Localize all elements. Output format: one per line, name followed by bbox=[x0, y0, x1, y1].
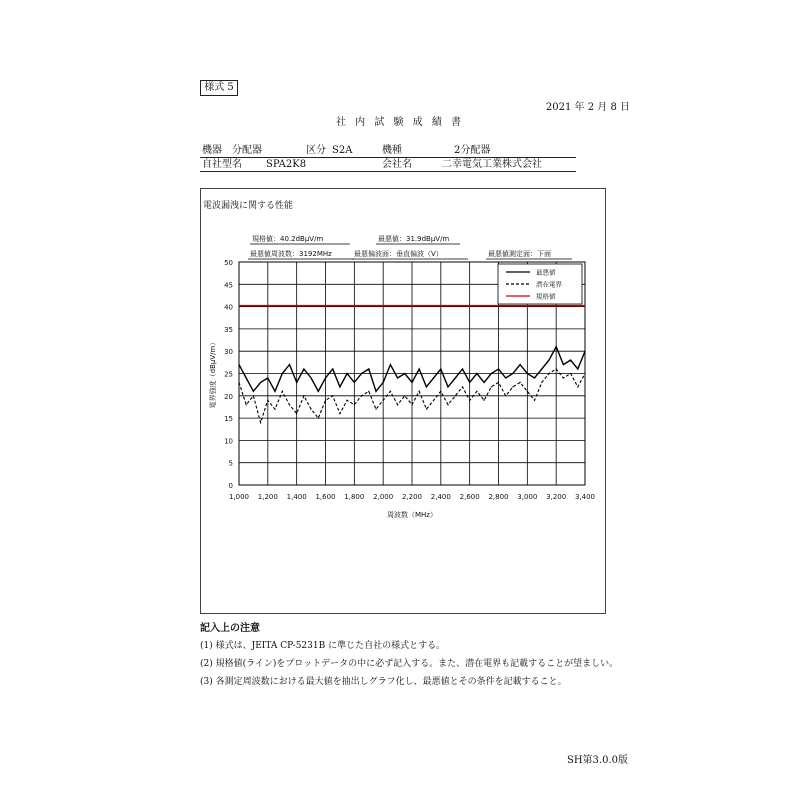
data-point-series-1 bbox=[476, 373, 477, 374]
form-number: 様式 5 bbox=[200, 80, 238, 96]
x-tick-label: 1,200 bbox=[257, 493, 278, 501]
data-point-series-1 bbox=[498, 368, 499, 369]
data-point-series-1 bbox=[512, 373, 513, 374]
limit-annotation: 規格値：40.2dBμV/m bbox=[252, 235, 324, 243]
data-point-series-1 bbox=[368, 368, 369, 369]
data-point-series-2 bbox=[368, 391, 369, 392]
data-point-series-2 bbox=[577, 386, 578, 387]
data-point-series-2 bbox=[347, 400, 348, 401]
data-point-series-2 bbox=[404, 395, 405, 396]
category-label: 区分 bbox=[306, 145, 326, 156]
y-tick-label: 30 bbox=[224, 348, 233, 357]
data-point-series-2 bbox=[325, 400, 326, 401]
document-date: 2021 年 2 月 8 日 bbox=[545, 102, 630, 113]
data-point-series-2 bbox=[469, 400, 470, 401]
data-point-series-1 bbox=[260, 382, 261, 383]
data-point-series-1 bbox=[390, 364, 391, 365]
notes-title: 記入上の注意 bbox=[200, 623, 260, 634]
data-point-series-2 bbox=[267, 400, 268, 401]
data-point-series-1 bbox=[310, 377, 311, 378]
data-point-series-2 bbox=[318, 418, 319, 419]
data-point-series-1 bbox=[267, 377, 268, 378]
data-point-series-2 bbox=[455, 395, 456, 396]
company-model-label: 自社型名 bbox=[202, 159, 242, 170]
chart-root bbox=[208, 234, 595, 519]
data-point-series-1 bbox=[332, 368, 333, 369]
data-point-series-2 bbox=[289, 404, 290, 405]
data-point-series-1 bbox=[303, 368, 304, 369]
data-point-series-1 bbox=[491, 373, 492, 374]
y-tick-label: 40 bbox=[224, 303, 233, 312]
panel-title: 電波漏洩に関する性能 bbox=[203, 201, 294, 211]
worst-annotation: 最悪値：31.9dBμV/m bbox=[378, 235, 450, 243]
company-value: 二幸電気工業株式会社 bbox=[442, 159, 542, 170]
data-point-series-1 bbox=[563, 364, 564, 365]
legend-label-3: 規格値 bbox=[536, 292, 556, 301]
data-point-series-1 bbox=[397, 377, 398, 378]
data-point-series-1 bbox=[520, 364, 521, 365]
data-point-series-1 bbox=[534, 377, 535, 378]
data-point-series-1 bbox=[455, 377, 456, 378]
x-tick-label: 1,800 bbox=[344, 493, 365, 501]
data-point-series-2 bbox=[440, 391, 441, 392]
data-point-series-2 bbox=[426, 409, 427, 410]
data-point-series-2 bbox=[498, 382, 499, 383]
data-point-series-2 bbox=[296, 413, 297, 414]
data-point-series-1 bbox=[296, 382, 297, 383]
data-point-series-1 bbox=[577, 368, 578, 369]
data-point-series-3 bbox=[584, 305, 585, 306]
worst-frequency-annotation: 最悪値周波数：3192MHz bbox=[250, 250, 332, 258]
data-point-series-1 bbox=[238, 364, 239, 365]
data-point-series-2 bbox=[433, 400, 434, 401]
data-point-series-2 bbox=[253, 395, 254, 396]
data-point-series-2 bbox=[310, 409, 311, 410]
data-point-series-1 bbox=[527, 373, 528, 374]
legend-label-1: 最悪値 bbox=[536, 268, 556, 277]
y-tick-label: 0 bbox=[228, 482, 233, 490]
data-point-series-2 bbox=[375, 409, 376, 410]
category-value: S2A bbox=[332, 145, 353, 156]
x-tick-label: 3,200 bbox=[546, 493, 567, 501]
y-tick-label: 50 bbox=[224, 259, 233, 267]
x-tick-label: 3,400 bbox=[574, 493, 596, 501]
x-tick-label: 2,000 bbox=[373, 493, 394, 501]
document-title: 社 内 試 験 成 績 書 bbox=[335, 117, 465, 128]
y-tick-label: 45 bbox=[224, 281, 233, 290]
y-tick-label: 15 bbox=[224, 415, 233, 424]
data-point-series-2 bbox=[246, 404, 247, 405]
data-point-series-2 bbox=[512, 386, 513, 387]
data-point-series-2 bbox=[534, 400, 535, 401]
edition-label: SH第3.0.0版 bbox=[566, 755, 628, 766]
data-point-series-1 bbox=[375, 391, 376, 392]
data-point-series-1 bbox=[253, 391, 254, 392]
data-point-series-2 bbox=[584, 373, 585, 374]
x-tick-label: 2,600 bbox=[459, 493, 480, 501]
data-point-series-1 bbox=[541, 368, 542, 369]
worst-face-annotation: 最悪値測定面：下面 bbox=[488, 250, 551, 258]
data-point-series-1 bbox=[282, 373, 283, 374]
model-type-label: 機種 bbox=[382, 145, 402, 156]
x-tick-label: 2,200 bbox=[401, 493, 423, 501]
data-point-series-3 bbox=[238, 305, 239, 306]
y-tick-label: 20 bbox=[224, 392, 233, 401]
x-tick-label: 1,400 bbox=[286, 493, 307, 501]
data-point-series-2 bbox=[541, 382, 542, 383]
x-tick-label: 2,400 bbox=[430, 493, 451, 501]
data-point-series-1 bbox=[274, 391, 275, 392]
data-point-series-1 bbox=[483, 382, 484, 383]
data-point-series-2 bbox=[274, 409, 275, 410]
data-point-series-2 bbox=[563, 377, 564, 378]
data-point-series-1 bbox=[426, 386, 427, 387]
data-point-series-2 bbox=[505, 395, 506, 396]
worst-polarization-annotation: 最悪偏波面：垂直偏波（V） bbox=[354, 250, 443, 258]
data-point-series-1 bbox=[347, 373, 348, 374]
y-tick-label: 25 bbox=[224, 370, 233, 379]
data-point-series-2 bbox=[548, 373, 549, 374]
company-label: 会社名 bbox=[382, 159, 412, 170]
data-point-series-1 bbox=[433, 377, 434, 378]
data-point-series-2 bbox=[527, 391, 528, 392]
data-point-series-2 bbox=[238, 382, 239, 383]
data-point-series-2 bbox=[520, 382, 521, 383]
x-tick-label: 3,000 bbox=[517, 493, 538, 501]
data-point-series-1 bbox=[246, 377, 247, 378]
x-tick-label: 1,600 bbox=[315, 493, 336, 501]
data-point-series-1 bbox=[411, 382, 412, 383]
data-point-series-2 bbox=[462, 386, 463, 387]
data-point-series-2 bbox=[411, 404, 412, 405]
data-point-series-1 bbox=[318, 391, 319, 392]
data-point-series-2 bbox=[491, 386, 492, 387]
data-point-series-2 bbox=[282, 391, 283, 392]
company-model-value: SPA2K8 bbox=[266, 159, 307, 170]
data-point-series-2 bbox=[260, 422, 261, 423]
data-point-series-2 bbox=[390, 391, 391, 392]
model-type-value: 2分配器 bbox=[454, 145, 491, 156]
data-point-series-1 bbox=[440, 368, 441, 369]
data-point-series-1 bbox=[505, 377, 506, 378]
data-point-series-2 bbox=[303, 395, 304, 396]
note-item-3: (3) 各測定周波数における最大値を抽出しグラフ化し、最悪値とその条件を記載すること。 bbox=[200, 677, 567, 687]
data-point-series-1 bbox=[419, 368, 420, 369]
equipment-label: 機器 bbox=[202, 145, 222, 156]
x-axis-label: 周波数（MHz） bbox=[387, 511, 437, 519]
data-point-series-1 bbox=[354, 382, 355, 383]
x-tick-label: 1,000 bbox=[228, 493, 250, 501]
data-point-series-1 bbox=[339, 386, 340, 387]
data-point-series-2 bbox=[447, 404, 448, 405]
data-point-series-2 bbox=[476, 391, 477, 392]
data-point-series-2 bbox=[556, 368, 557, 369]
data-point-series-1 bbox=[570, 360, 571, 361]
data-point-series-1 bbox=[361, 373, 362, 374]
data-point-series-2 bbox=[419, 391, 420, 392]
y-tick-label: 10 bbox=[224, 437, 233, 446]
data-point-series-2 bbox=[339, 413, 340, 414]
y-axis-label: 電界強度（dBμV/m） bbox=[209, 338, 217, 409]
data-point-series-2 bbox=[361, 395, 362, 396]
data-point-series-2 bbox=[332, 395, 333, 396]
equipment-value: 分配器 bbox=[232, 145, 262, 156]
data-point-series-2 bbox=[570, 373, 571, 374]
data-point-series-2 bbox=[383, 400, 384, 401]
data-point-series-1 bbox=[462, 368, 463, 369]
data-point-series-2 bbox=[483, 400, 484, 401]
data-point-series-2 bbox=[397, 404, 398, 405]
data-point-series-1 bbox=[325, 377, 326, 378]
y-tick-label: 35 bbox=[224, 325, 233, 334]
data-point-series-1 bbox=[289, 364, 290, 365]
data-point-series-2 bbox=[354, 404, 355, 405]
x-tick-label: 2,800 bbox=[488, 493, 509, 501]
data-point-series-1 bbox=[556, 346, 557, 347]
data-point-series-1 bbox=[404, 373, 405, 374]
note-item-2: (2) 規格値(ライン)をプロットデータの中に必ず記入する。また、潜在電界も記載することが望ましい。 bbox=[200, 659, 619, 669]
data-point-series-1 bbox=[447, 386, 448, 387]
y-tick-label: 5 bbox=[228, 459, 233, 468]
note-item-1: (1) 様式は、JEITA CP-5231B に準じた自社の様式とする。 bbox=[200, 641, 446, 651]
legend-label-2: 潜在電界 bbox=[536, 280, 562, 289]
data-point-series-1 bbox=[383, 382, 384, 383]
data-point-series-1 bbox=[469, 382, 470, 383]
data-point-series-1 bbox=[584, 351, 585, 352]
data-point-series-1 bbox=[548, 360, 549, 361]
